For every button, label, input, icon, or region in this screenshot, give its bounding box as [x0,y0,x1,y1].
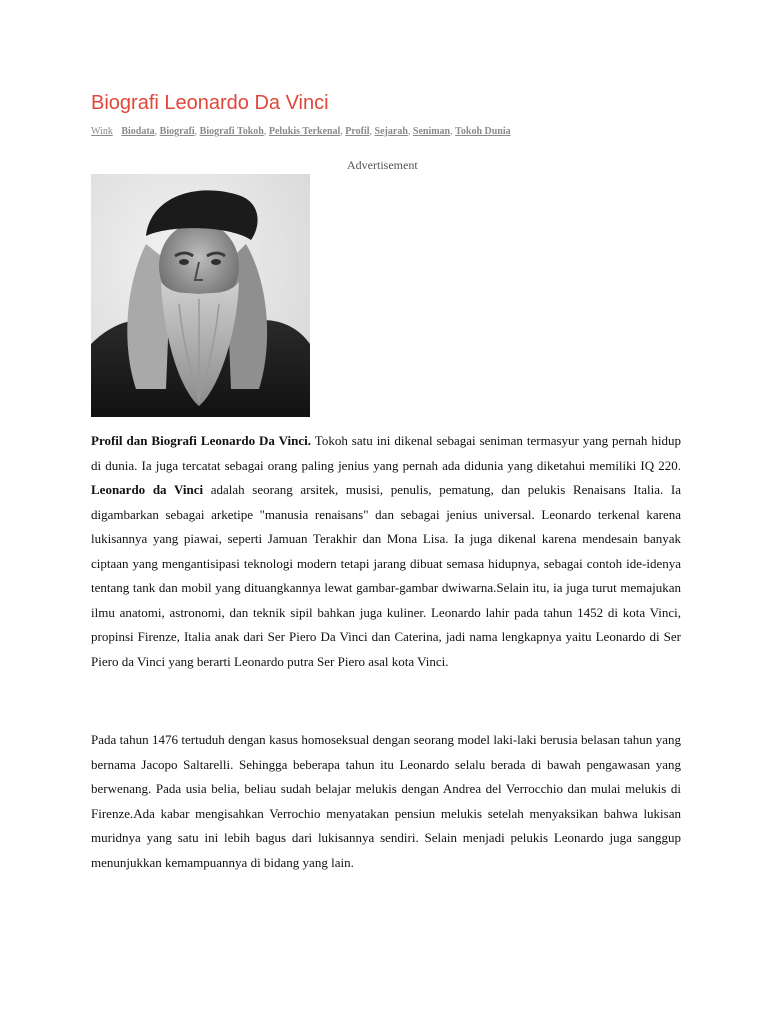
advertisement-label: Advertisement [347,158,418,172]
article-title: Biografi Leonardo Da Vinci [91,92,329,114]
paragraph-intro [91,429,681,674]
intro-bold-name: Leonardo da Vinci [91,482,204,497]
paragraph-second [91,728,681,875]
tag-link[interactable]: Pelukis Terkenal [268,126,341,137]
portrait-image [91,174,310,417]
author-link[interactable]: Wink [91,126,113,137]
intro-bold-lead: Profil dan Biografi Leonardo Da Vinci. [91,433,312,448]
post-meta: Wink Biodata, Biografi, Biografi Tokoh, Pelukis Terkenal, Profil, Sejarah, Seniman, Tokoh Dunia [91,126,511,137]
tag-link[interactable]: Biografi Tokoh [199,126,264,137]
tag-link[interactable]: Seniman [412,126,451,137]
tag-link[interactable]: Biodata [121,126,155,137]
intro-text-a: Tokoh satu ini dikenal sebagai seniman termasyur yang pernah hidup di dunia. Ia juga tercatat sebagai orang paling jenius yang pernah ada didunia yang diketahui memiliki IQ 220. [91,433,682,473]
second-text: Pada tahun 1476 tertuduh dengan kasus homoseksual dengan seorang model laki-laki berusia belasan tahun yang bernama Jacopo Saltarelli. Sehingga beberapa tahun itu Leonardo selalu berada di bawah pengawasan yang berwenang. Pada usia belia, beliau sudah belajar melukis dengan Andrea del Verrocchio dan mulai melukis di Firenze.Ada kabar mengisahkan Verrochio menyatakan pensiun melukis setelah menyaksikan bahwa lukisan muridnya yang satu ini lebih bagus dari lukisannya sendiri. Selain menjadi pelukis Leonardo juga sanggup menunjukkan kemampuannya di bidang yang lain. [91,732,681,870]
tag-link[interactable]: Sejarah [374,126,408,137]
tag-link[interactable]: Tokoh Dunia [455,126,511,137]
tag-link[interactable]: Biografi [159,126,195,137]
intro-text-b: adalah seorang arsitek, musisi, penulis, pematung, dan pelukis Renaisans Italia. Ia digambarkan sebagai arketipe "manusia renaisans" dan sebagai jenius universal. Leonardo terkenal karena lukisannya yang piawai, seperti Jamuan Terakhir dan Mona Lisa. Ia juga dikenal karena mendesain banyak ciptaan yang mengantisipasi teknologi modern tetapi jarang dibuat semasa hidupnya, sebagai contoh ide-idenya tentang tank dan mobil yang dituangkannya lewat gambar-gambar dwiwarna.Selain itu, ia juga turut memajukan ilmu anatomi, astronomi, dan teknik sipil bahkan juga kuliner. Leonardo lahir pada tahun 1452 di kota Vinci, propinsi Firenze, Italia anak dari Ser Piero Da Vinci dan Caterina, jadi nama lengkapnya yaitu Leonardo di Ser Piero da Vinci yang berarti Leonardo putra Ser Piero asal kota Vinci. [91,482,682,669]
tag-link[interactable]: Profil [345,126,370,137]
